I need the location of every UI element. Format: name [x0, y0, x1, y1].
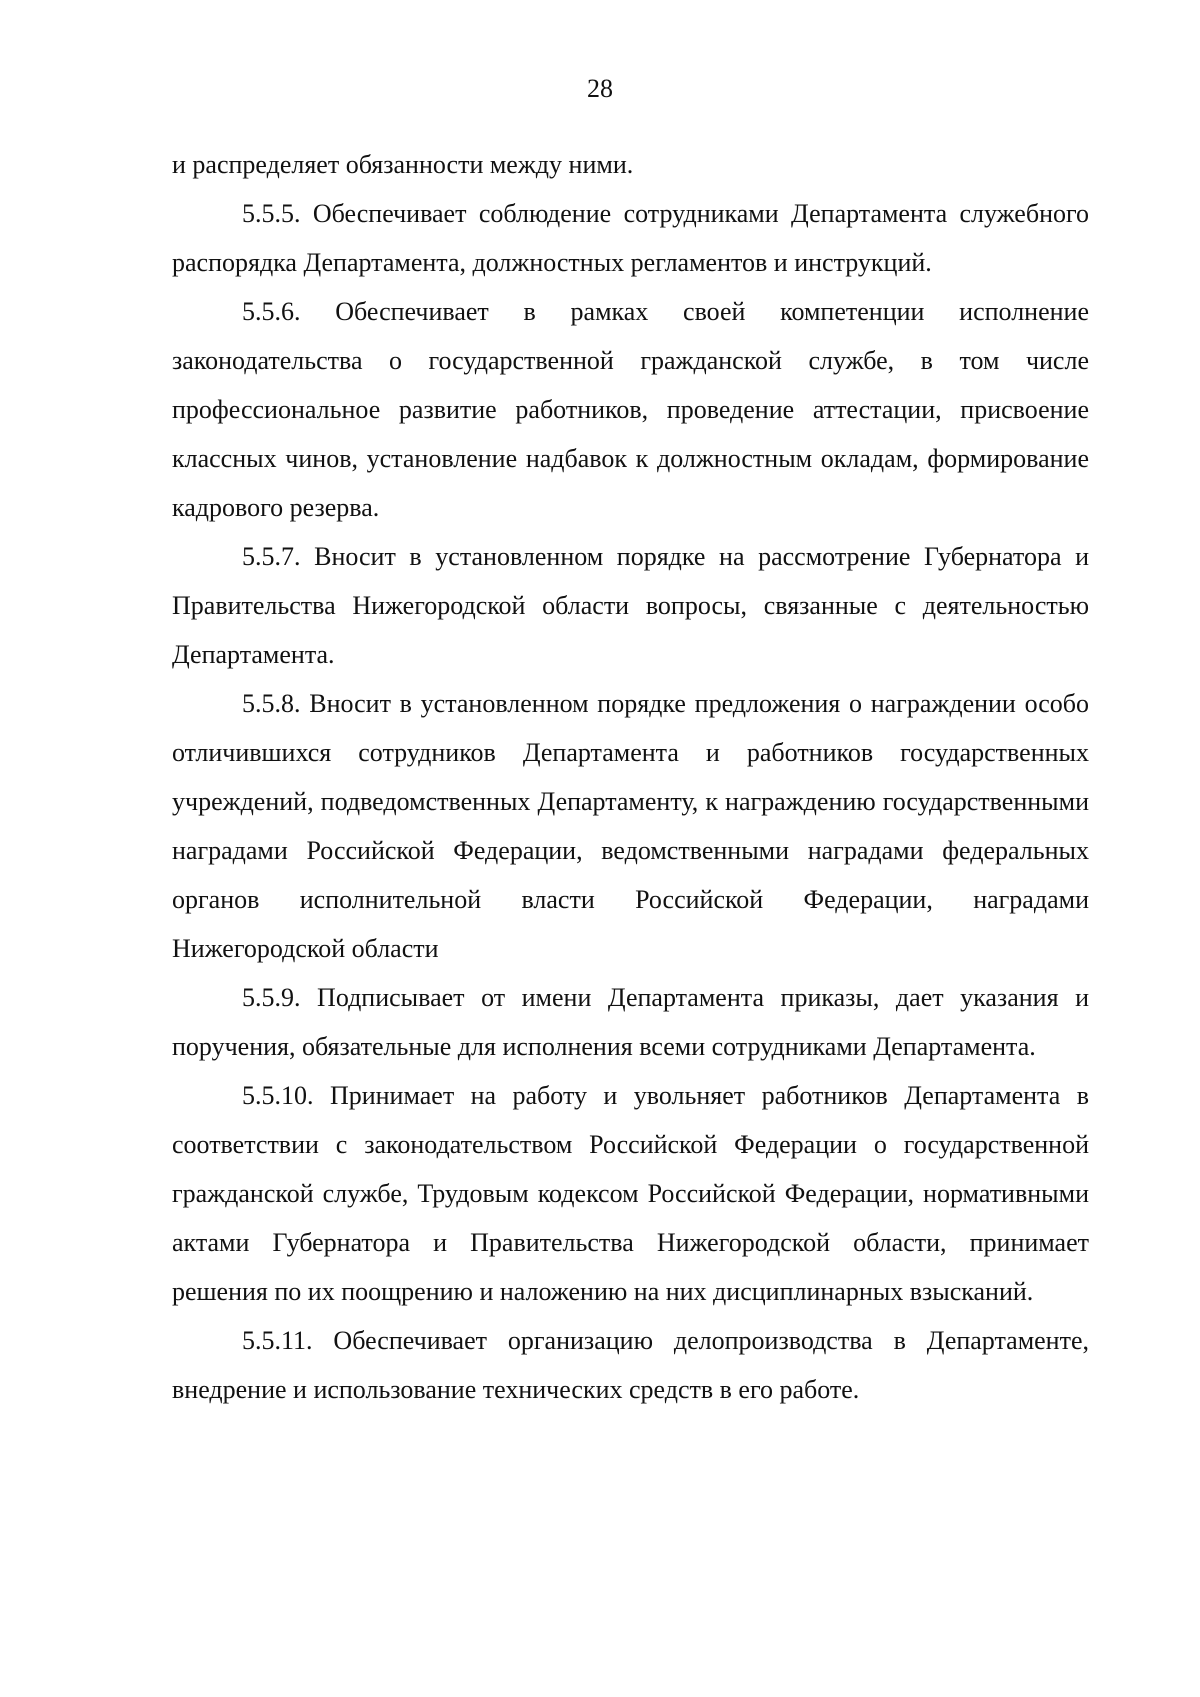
paragraph-5-5-11: 5.5.11. Обеспечивает организацию делопроизводства в Департаменте, внедрение и использование технических средств в его работе. — [172, 1326, 1089, 1404]
paragraph-5-5-6: 5.5.6. Обеспечивает в рамках своей компетенции исполнение законодательства о государственной гражданской службе, в том числе профессиональное развитие работников, проведение аттестации, присвоение классных чинов, установление надбавок к должностным окладам, формирование кадрового резерва. — [172, 297, 1089, 522]
paragraph-5-5-7: 5.5.7. Вносит в установленном порядке на рассмотрение Губернатора и Правительства Нижегородской области вопросы, связанные с деятельностью Департамента. — [172, 542, 1089, 669]
paragraph-5-5-10: 5.5.10. Принимает на работу и увольняет работников Департамента в соответствии с законодательством Российской Федерации о государственной гражданской службе, Трудовым кодексом Российской Федерации, нормативными актами Губернатора и Правительства Нижегородской области, принимает решения по их поощрению и наложению на них дисциплинарных взысканий. — [172, 1081, 1089, 1306]
paragraph-continuation: и распределяет обязанности между ними. — [172, 150, 634, 179]
page-number: 28 — [587, 74, 613, 103]
paragraph-5-5-9: 5.5.9. Подписывает от имени Департамента приказы, дает указания и поручения, обязательные для исполнения всеми сотрудниками Департамента. — [172, 983, 1089, 1061]
paragraph-5-5-5: 5.5.5. Обеспечивает соблюдение сотрудниками Департамента служебного распорядка Департамента, должностных регламентов и инструкций. — [172, 199, 1089, 277]
document-body — [172, 140, 1089, 1414]
paragraph-5-5-8: 5.5.8. Вносит в установленном порядке предложения о награждении особо отличившихся сотрудников Департамента и работников государственных учреждений, подведомственных Департаменту, к награждению государственными наградами Российской Федерации, ведомственными наградами федеральных органов исполнительной власти Российской Федерации, наградами Нижегородской области — [172, 689, 1089, 963]
